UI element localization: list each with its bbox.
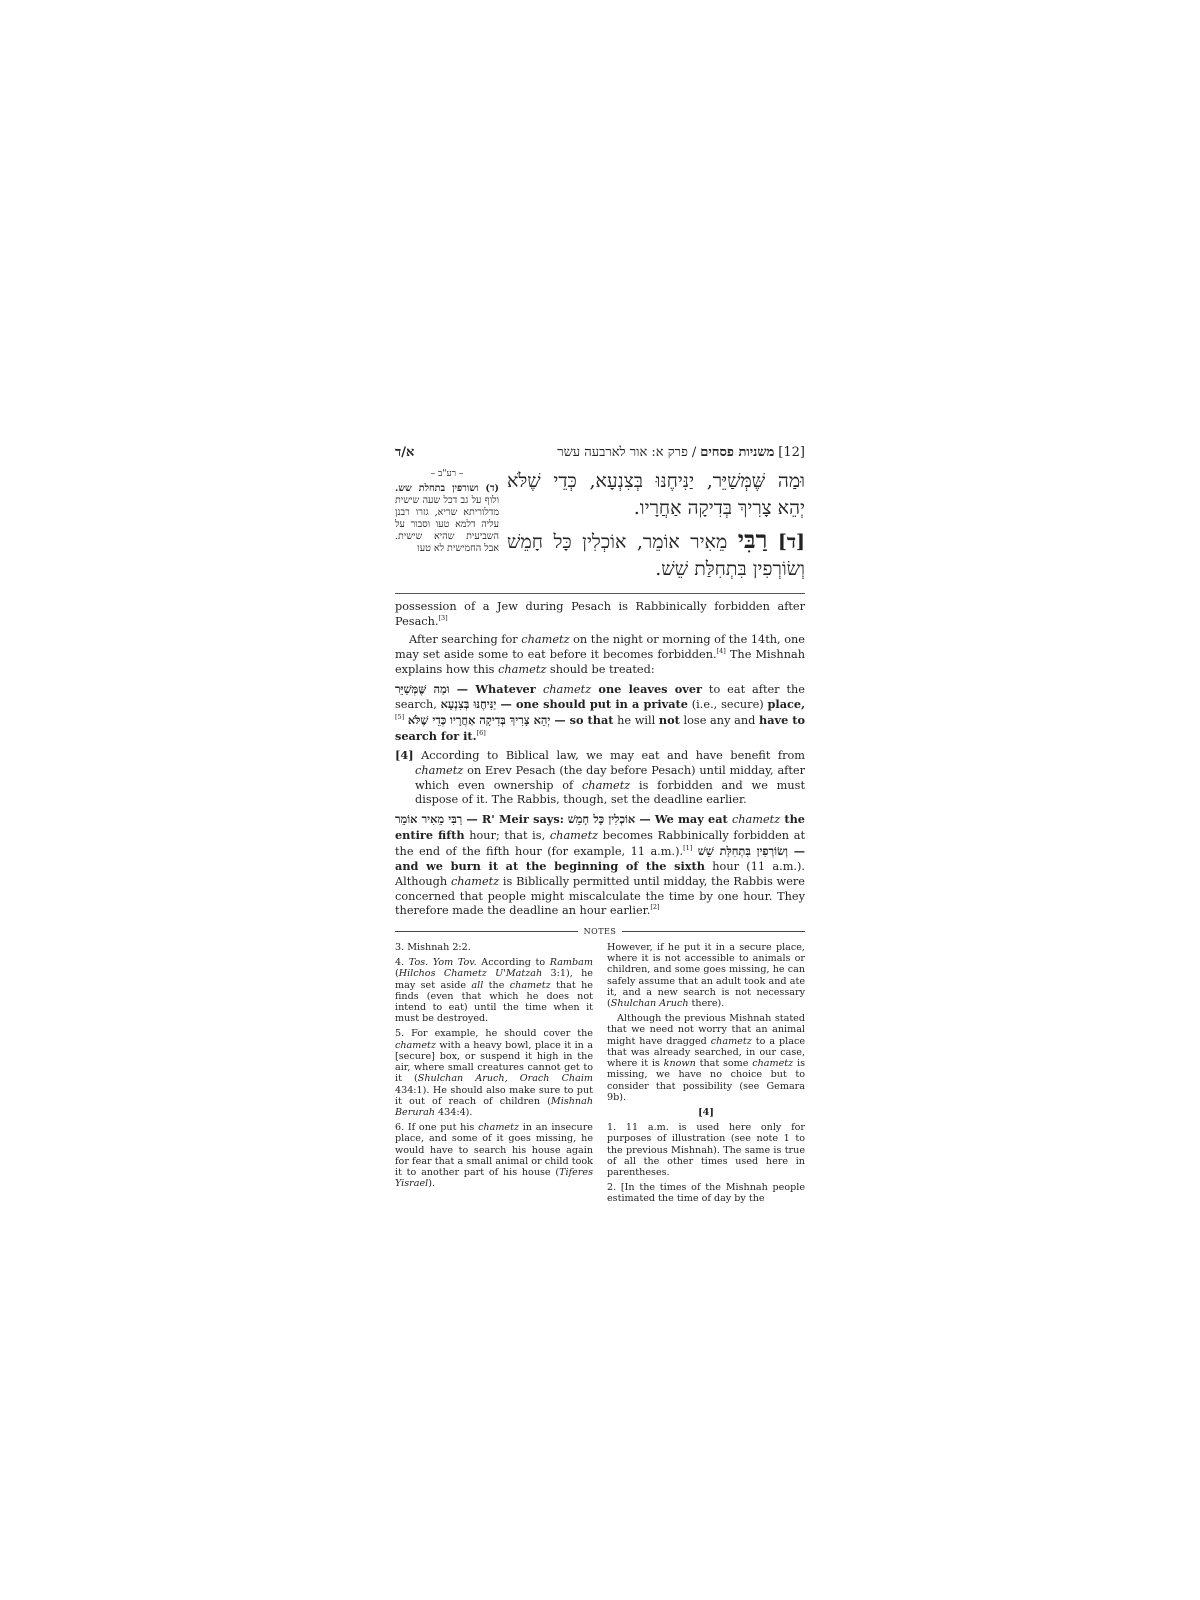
note-6-cont: However, if he put it in a secure place, where it is not accessible to animals or children, and some goes missing, he can safely assume that an adult took and ate it, and a new search is not necessary (Shulchan Aruch there). [607, 942, 805, 1010]
tractate-title: משניות פסחים [700, 445, 775, 460]
book-page [395, 444, 805, 1209]
header-title [557, 444, 805, 460]
chapter-title: פרק א: אור לארבעה עשר [557, 445, 688, 460]
note-3: 3. Mishnah 2:2. [395, 942, 471, 954]
footnotes-left [395, 942, 593, 1208]
note-6-cont-2: Although the previous Mishnah stated that we need not worry that an animal might have dragged chametz to a place that was already searched, in our case, where it is known that some chametz is missing, we have no choice but to consider that possibility (see Gemara 9b). [607, 1013, 805, 1103]
eng-para-5: רַבִּי מֵאִיר אוֹמֵר — R' Meir says: אוֹכְלִין כָּל חָמֵשׁ — We may eat chametz the entire fifth hour; that is, chametz becomes Rabbinically forbidden at the end of the fifth hour (for example, 11 a.m.).[1] וְשׂוֹרְפִין בִּתְחִלַּת שֵׁשׁ — and we burn it at the beginning of the sixth hour (11 a.m.). Although chametz is Biblically permitted until midday, the Rabbis were concerned that people might miscalculate the time by one hour. They therefore made the deadline an hour earlier.[2] [395, 812, 806, 918]
eng-para-1: possession of a Jew during Pesach is Rabbinically forbidden after Pesach.[3] [395, 600, 805, 628]
mishnah-block [395, 468, 805, 587]
footnotes-right [607, 942, 805, 1208]
page-number: [12] [778, 445, 805, 460]
mishnah-para-2 [507, 526, 805, 583]
mishnah-text [507, 468, 805, 587]
eng-para-4: [4] According to Biblical law, we may eat and have benefit from chametz on Erev Pesach (the day before Pesach) until midday, after which even ownership of chametz is forbidden and we must dispose of it. The Rabbis, though, set the deadline earlier. [395, 748, 805, 807]
note-4-2: 2. [In the times of the Mishnah people estimated the time of day by the [607, 1182, 805, 1205]
note-4-1: 1. 11 a.m. is used here only for purposes of illustration (see note 1 to the previous Mishnah). The same is true of all the other times used here in parentheses. [607, 1122, 805, 1178]
eng-para-2: After searching for chametz on the night or morning of the 14th, one may set aside some to eat before it becomes forbidden.[4] The Mishnah explains how this chametz should be treated: [395, 633, 805, 676]
note-5: 5. For example, he should cover the chametz with a heavy bowl, place it in a [secure] box, or suspend it high in the air, where small creatures cannot get to it (Shulchan Aruch, Orach Chaim 434:1). He should also make sure to put it out of reach of children (Mishnah Berurah 434:4). [395, 1028, 593, 1118]
note-4: 4. Tos. Yom Tov. According to Rambam (Hilchos Chametz U'Matzah 3:1), he may set aside all the chametz that he finds (even that which he does not intend to eat) until the time when it must be destroyed. [395, 957, 593, 1025]
footnotes [395, 942, 805, 1208]
divider [395, 593, 805, 594]
mishnah-first-word: רַבִּי [737, 525, 768, 554]
notes-divider [395, 927, 805, 936]
commentary-text: ולוף על גב דכל שעה שישית מדלוריתא שריא, גזרו רבנן עליה דלמא טעו וסבור על השביעית שהיא שישית. אבל החמישית לא טעו [395, 495, 499, 554]
eng-para-3: וּמַה שֶּׁמְּשַׁיֵּר — Whatever chametz one leaves over to eat after the search, יַנִּיחֶנּוּ בְּצִנְעָא — one should put in a private (i.e., secure) place,[5] כְּדֵי שֶׁלֹּא יְהֵא צָרִיךְ בְּדִיקָה אַחֲרָיו — so that he will not lose any and have to search for it.[6] [395, 681, 806, 743]
chapter-ref: א/ד [395, 445, 415, 460]
running-header [395, 444, 805, 462]
english-commentary [395, 600, 805, 919]
commentary-label: – רע"ב – [430, 469, 464, 479]
mishnah-para-1: וּמַה שֶּׁמְּשַׁיֵּר, יַנִּיחֶנּוּ בְּצִנְעָא, כְּדֵי שֶׁלֹּא יְהֵא צָרִיךְ בְּדִיקָה אַחֲרָיו. [507, 470, 805, 519]
title-separator: / [691, 445, 697, 460]
notes-section-4: [4] [698, 1106, 714, 1118]
bartenura-commentary [395, 468, 499, 587]
mishnah-number: [ד] [777, 531, 806, 553]
note-6: 6. If one put his chametz in an insecure place, and some of it goes missing, he would have to search his house again for fear that a small animal or child took it to another part of his house (Tiferes Yisrael). [395, 1122, 593, 1190]
notes-label: NOTES [583, 927, 617, 937]
commentary-heading: (ד) ושורפין בתחלת שש. [395, 483, 499, 494]
mishnah-para-2-text: מֵאִיר אוֹמֵר, אוֹכְלִין כָּל חָמֵשׁ וְשׂוֹרְפִין בִּתְחִלַּת שֵׁשׁ. [507, 531, 805, 580]
